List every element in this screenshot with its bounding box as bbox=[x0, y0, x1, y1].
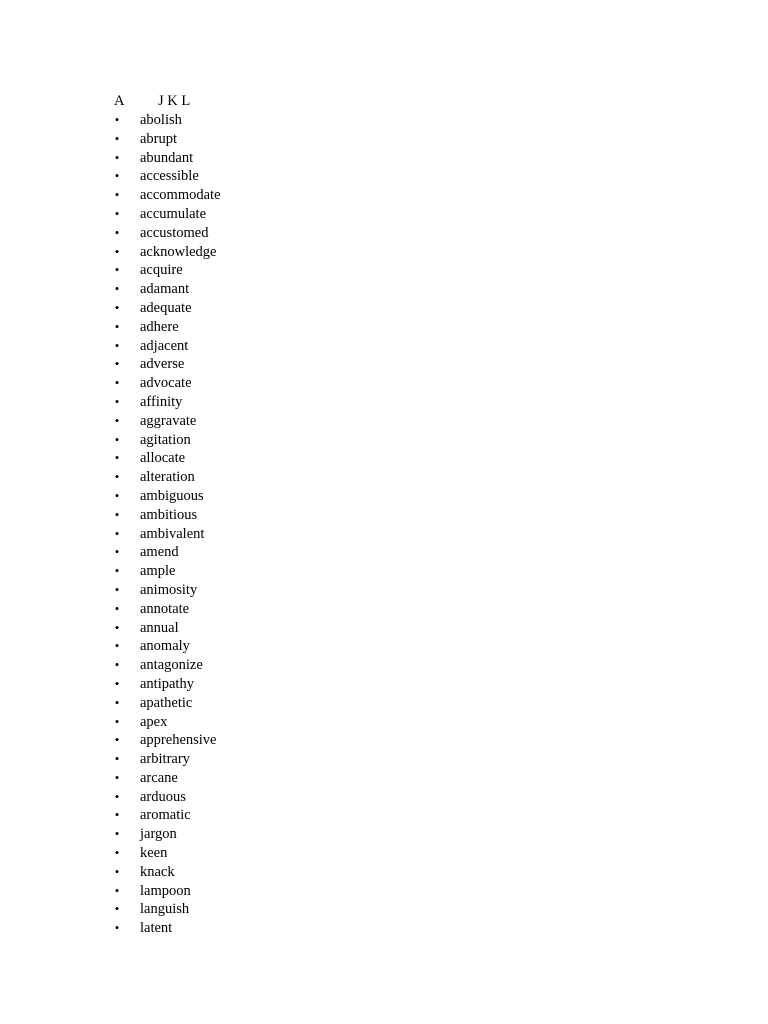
list-item bbox=[112, 167, 221, 186]
list-item-word: amend bbox=[140, 544, 179, 561]
list-item-word: keen bbox=[140, 845, 168, 862]
bullet-icon: • bbox=[114, 807, 120, 823]
list-item-word: adhere bbox=[140, 318, 179, 335]
list-item-word: alteration bbox=[140, 469, 195, 486]
list-item-word: aromatic bbox=[140, 807, 191, 824]
list-item bbox=[112, 750, 221, 769]
bullet-icon: • bbox=[114, 751, 120, 767]
bullet-icon: • bbox=[114, 487, 120, 503]
bullet-icon: • bbox=[114, 826, 120, 842]
list-item bbox=[112, 487, 221, 506]
list-item bbox=[112, 412, 221, 431]
list-item bbox=[112, 130, 221, 149]
bullet-icon: • bbox=[114, 732, 120, 748]
list-item bbox=[112, 525, 221, 544]
bullet-icon: • bbox=[114, 224, 120, 240]
bullet-icon: • bbox=[114, 450, 120, 466]
list-item-word: adverse bbox=[140, 356, 185, 373]
list-item-word: aggravate bbox=[140, 412, 197, 429]
list-item-word: anomaly bbox=[140, 638, 190, 655]
list-item-word: accessible bbox=[140, 168, 199, 185]
bullet-icon: • bbox=[114, 130, 120, 146]
bullet-icon: • bbox=[114, 506, 120, 522]
list-item bbox=[112, 769, 221, 788]
list-item-word: acquire bbox=[140, 262, 183, 279]
list-item-word: ambivalent bbox=[140, 525, 205, 542]
list-item bbox=[112, 543, 221, 562]
bullet-icon: • bbox=[114, 243, 120, 259]
list-item bbox=[112, 562, 221, 581]
list-item-word: annotate bbox=[140, 600, 190, 617]
bullet-icon: • bbox=[114, 920, 120, 936]
list-item bbox=[112, 186, 221, 205]
list-item-word: abundant bbox=[140, 149, 194, 166]
list-item bbox=[112, 919, 221, 938]
list-item bbox=[112, 468, 221, 487]
list-item bbox=[112, 900, 221, 919]
heading-letters-jkl: J K L bbox=[158, 93, 191, 109]
list-item-word: adjacent bbox=[140, 337, 189, 354]
list-item bbox=[112, 243, 221, 262]
bullet-icon: • bbox=[114, 337, 120, 353]
bullet-icon: • bbox=[114, 657, 120, 673]
list-item bbox=[112, 111, 221, 130]
list-item bbox=[112, 825, 221, 844]
bullet-icon: • bbox=[114, 375, 120, 391]
list-item-word: apex bbox=[140, 713, 168, 730]
list-item-word: languish bbox=[140, 901, 190, 918]
list-item bbox=[112, 694, 221, 713]
list-item-word: affinity bbox=[140, 393, 183, 410]
list-item bbox=[112, 337, 221, 356]
bullet-icon: • bbox=[114, 769, 120, 785]
list-item bbox=[112, 280, 221, 299]
bullet-icon: • bbox=[114, 205, 120, 221]
list-item-word: ample bbox=[140, 563, 176, 580]
list-item bbox=[112, 844, 221, 863]
list-item-word: lampoon bbox=[140, 882, 191, 899]
list-item bbox=[112, 656, 221, 675]
bullet-icon: • bbox=[114, 581, 120, 597]
list-item-word: adamant bbox=[140, 281, 190, 298]
list-item bbox=[112, 506, 221, 525]
list-item-word: annual bbox=[140, 619, 179, 636]
list-item bbox=[112, 806, 221, 825]
section-heading bbox=[114, 92, 190, 111]
list-item-word: apathetic bbox=[140, 694, 193, 711]
list-item bbox=[112, 675, 221, 694]
list-item bbox=[112, 788, 221, 807]
bullet-icon: • bbox=[114, 901, 120, 917]
bullet-icon: • bbox=[114, 393, 120, 409]
list-item bbox=[112, 731, 221, 750]
list-item bbox=[112, 205, 221, 224]
bullet-icon: • bbox=[114, 187, 120, 203]
list-item bbox=[112, 713, 221, 732]
list-item-word: abolish bbox=[140, 112, 182, 128]
list-item-word: abrupt bbox=[140, 130, 178, 147]
bullet-icon: • bbox=[114, 863, 120, 879]
list-item-word: latent bbox=[140, 920, 173, 937]
list-item-word: animosity bbox=[140, 581, 198, 598]
list-item bbox=[112, 224, 221, 243]
list-item-word: accumulate bbox=[140, 205, 207, 222]
bullet-icon: • bbox=[114, 281, 120, 297]
bullet-icon: • bbox=[114, 356, 120, 372]
list-item bbox=[112, 637, 221, 656]
heading-letter-a: A bbox=[114, 93, 125, 109]
list-item-word: arcane bbox=[140, 769, 178, 786]
bullet-icon: • bbox=[114, 619, 120, 635]
vocabulary-list bbox=[112, 111, 221, 938]
list-item-word: antagonize bbox=[140, 657, 203, 674]
list-item-word: arbitrary bbox=[140, 751, 190, 768]
list-item bbox=[112, 374, 221, 393]
bullet-icon: • bbox=[114, 600, 120, 616]
list-item bbox=[112, 619, 221, 638]
list-item-word: ambitious bbox=[140, 506, 198, 523]
list-item bbox=[112, 449, 221, 468]
list-item bbox=[112, 261, 221, 280]
list-item bbox=[112, 581, 221, 600]
bullet-icon: • bbox=[114, 563, 120, 579]
list-item-word: ambiguous bbox=[140, 487, 204, 504]
bullet-icon: • bbox=[114, 845, 120, 861]
list-item-word: accustomed bbox=[140, 224, 209, 241]
list-item bbox=[112, 355, 221, 374]
bullet-icon: • bbox=[114, 788, 120, 804]
bullet-icon: • bbox=[114, 299, 120, 315]
list-item-word: antipathy bbox=[140, 675, 194, 692]
bullet-icon: • bbox=[114, 318, 120, 334]
list-item-word: agitation bbox=[140, 431, 191, 448]
bullet-icon: • bbox=[114, 469, 120, 485]
bullet-icon: • bbox=[114, 262, 120, 278]
bullet-icon: • bbox=[114, 525, 120, 541]
bullet-icon: • bbox=[114, 638, 120, 654]
list-item-word: apprehensive bbox=[140, 732, 217, 749]
bullet-icon: • bbox=[114, 168, 120, 184]
bullet-icon: • bbox=[114, 544, 120, 560]
list-item-word: acknowledge bbox=[140, 243, 217, 260]
bullet-icon: • bbox=[114, 412, 120, 428]
list-item bbox=[112, 882, 221, 901]
list-item bbox=[112, 299, 221, 318]
list-item-word: arduous bbox=[140, 788, 186, 805]
list-item-word: allocate bbox=[140, 450, 186, 467]
bullet-icon: • bbox=[114, 675, 120, 691]
list-item bbox=[112, 863, 221, 882]
list-item bbox=[112, 149, 221, 168]
bullet-icon: • bbox=[114, 713, 120, 729]
bullet-icon: • bbox=[114, 112, 120, 127]
list-item bbox=[112, 393, 221, 412]
list-item-word: jargon bbox=[140, 826, 177, 843]
list-item bbox=[112, 431, 221, 450]
list-item-word: accommodate bbox=[140, 187, 221, 204]
list-item bbox=[112, 318, 221, 337]
list-item-word: advocate bbox=[140, 375, 192, 392]
list-item-word: knack bbox=[140, 863, 175, 880]
bullet-icon: • bbox=[114, 694, 120, 710]
list-item-word: adequate bbox=[140, 299, 192, 316]
bullet-icon: • bbox=[114, 882, 120, 898]
bullet-icon: • bbox=[114, 149, 120, 165]
bullet-icon: • bbox=[114, 431, 120, 447]
list-item bbox=[112, 600, 221, 619]
